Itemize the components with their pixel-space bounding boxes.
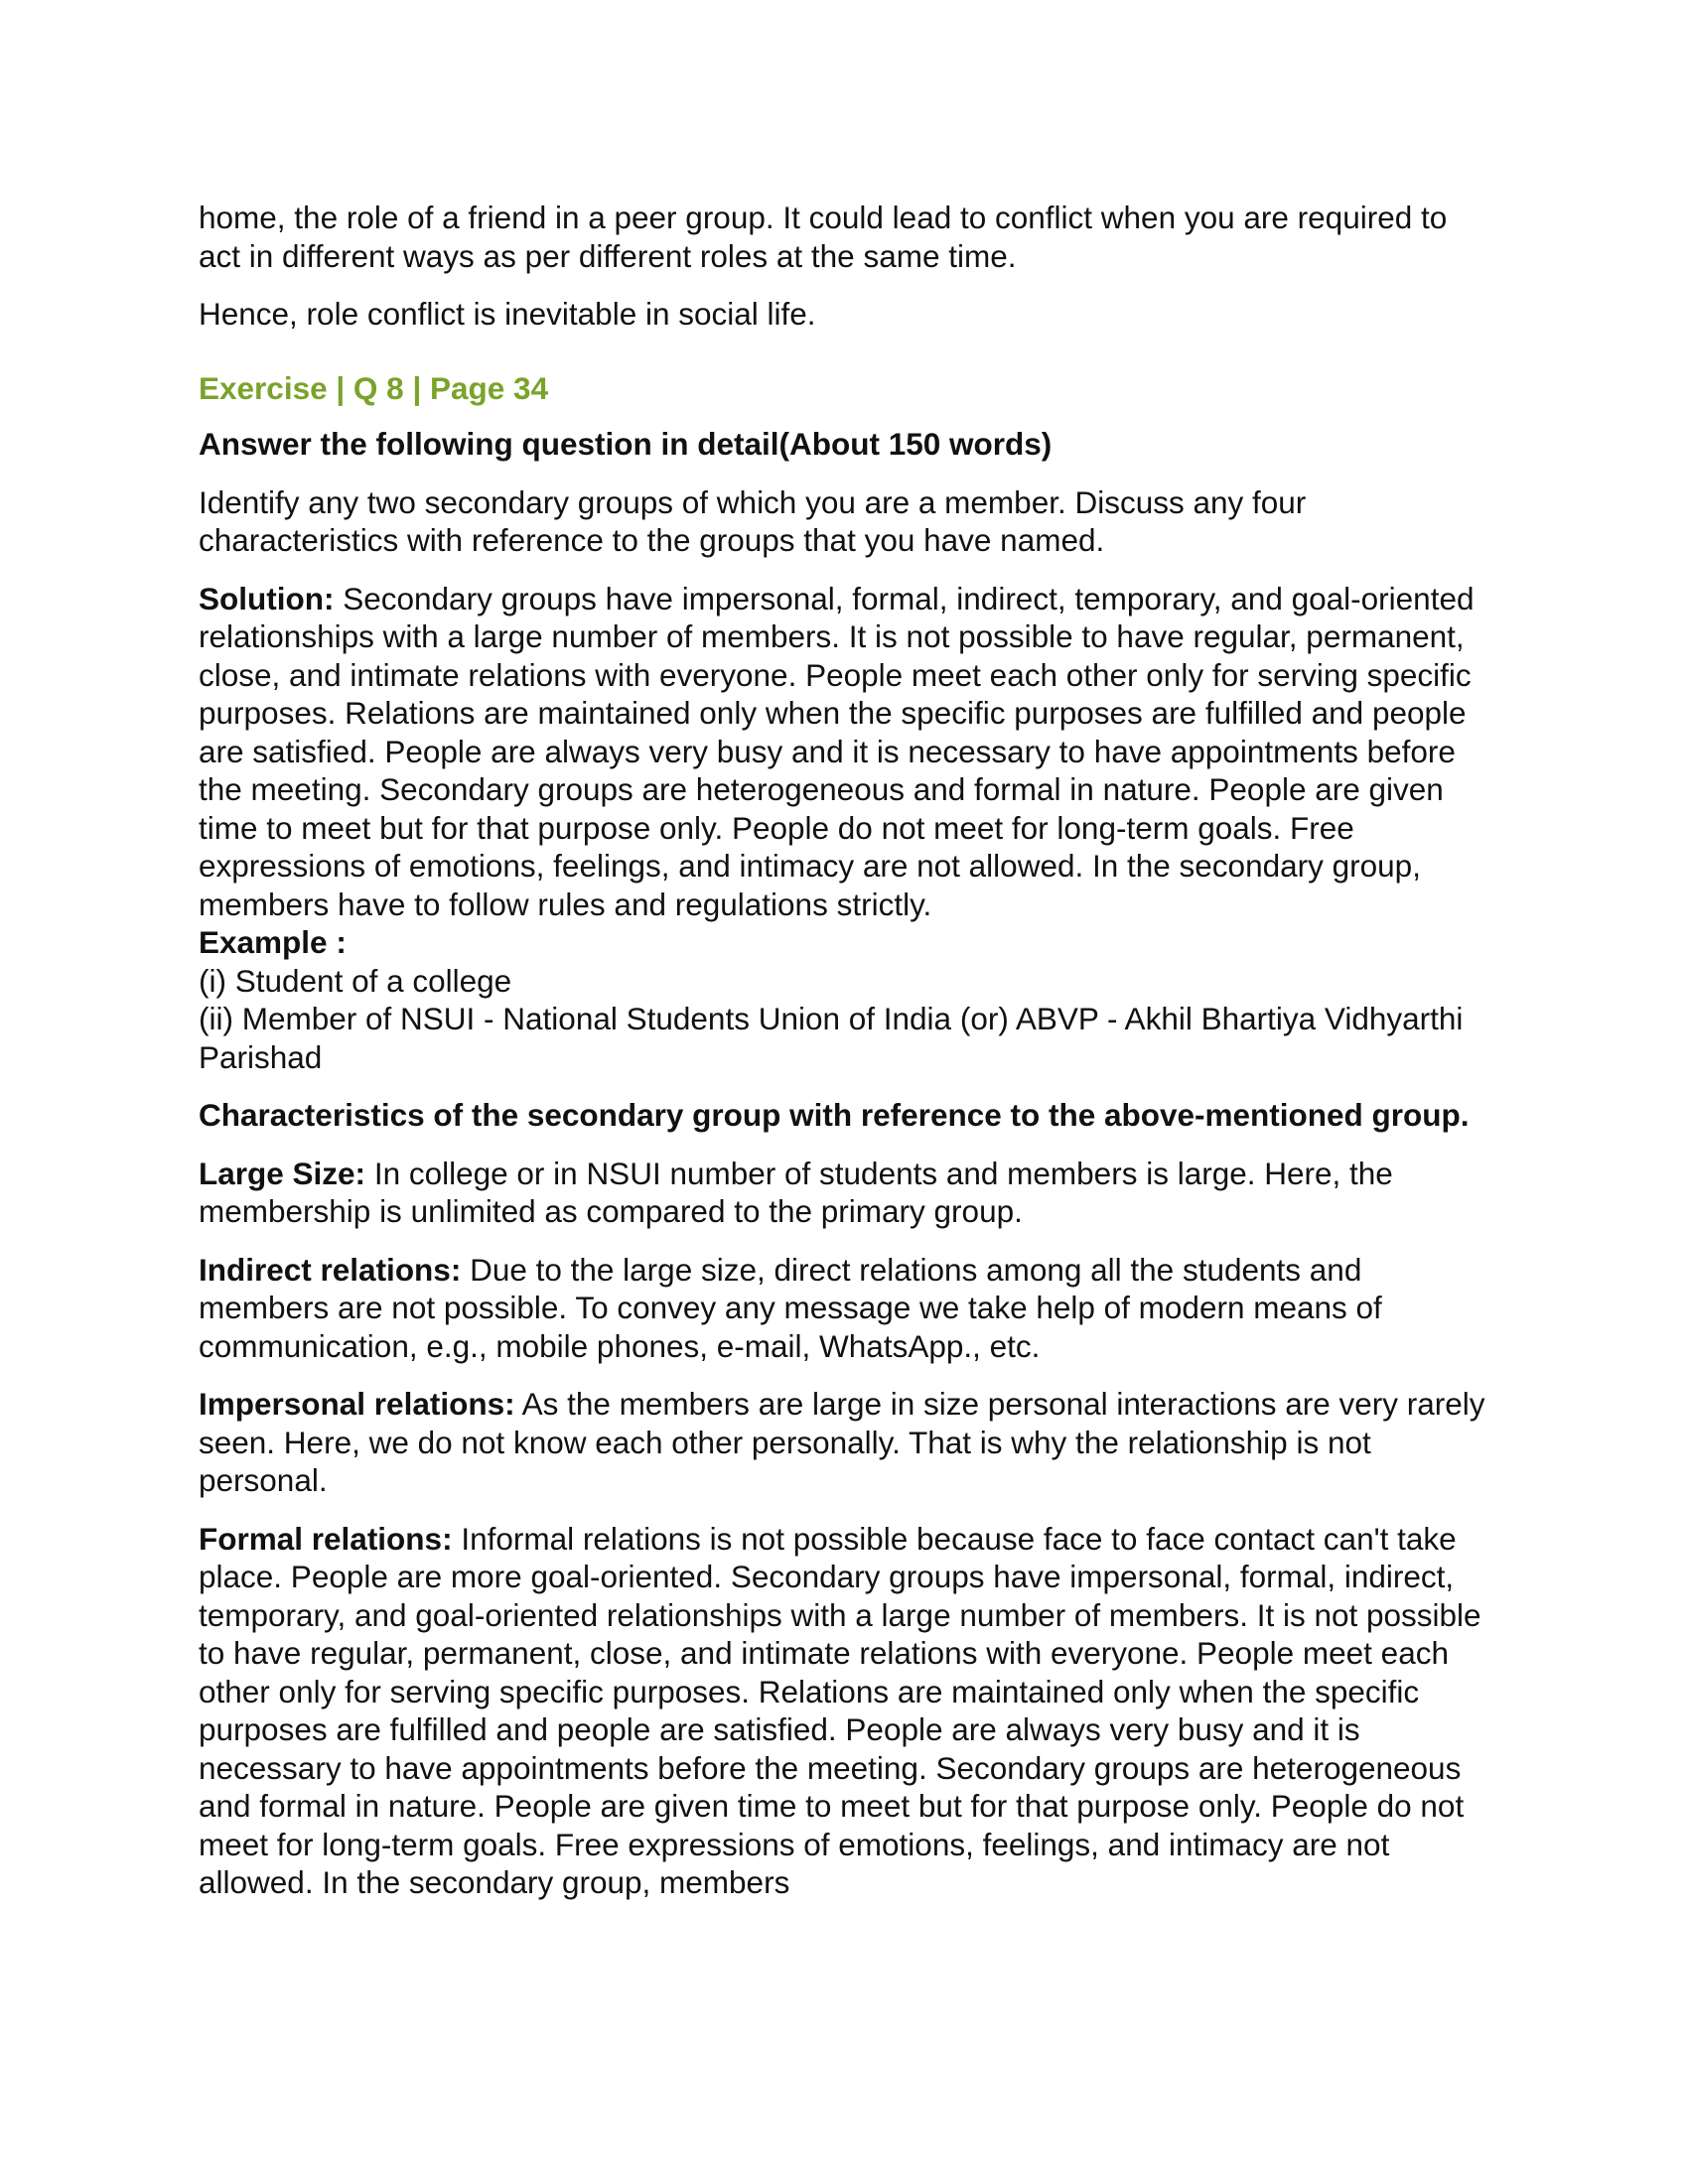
characteristic-indirect-relations [199, 1251, 1489, 1366]
characteristic-text: Informal relations is not possible because face to face contact can't take place. People are more goal-oriented. Secondary groups have impersonal, formal, indirect, temporary, and goal-oriented relationships with a large number of members. It is not possible to have regular, permanent, close, and intimate relations with everyone. People meet each other only for serving specific purposes. Relations are maintained only when the specific purposes are fulfilled and people are satisfied. People are always very busy and it is necessary to have appointments before the meeting. Secondary groups are heterogeneous and formal in nature. People are given time to meet but for that purpose only. People do not meet for long-term goals. Free expressions of emotions, feelings, and intimacy are not allowed. In the secondary group, members [199, 1520, 1481, 1900]
example-item-2: (ii) Member of NSUI - National Students Union of India (or) ABVP - Akhil Bhartiya Vidhyarthi Parishad [199, 1001, 1464, 1075]
exercise-instruction: Answer the following question in detail(About 150 words) [199, 426, 1053, 462]
characteristics-heading: Characteristics of the secondary group with reference to the above-mentioned group. [199, 1097, 1470, 1133]
solution-text: Secondary groups have impersonal, formal, indirect, temporary, and goal-oriented relationships with a large number of members. It is not possible to have regular, permanent, close, and intimate relations with everyone. People meet each other only for serving specific purposes. Relations are maintained only when the specific purposes are fulfilled and people are satisfied. People are always very busy and it is necessary to have appointments before the meeting. Secondary groups are heterogeneous and formal in nature. People are given time to meet but for that purpose only. People do not meet for long-term goals. Free expressions of emotions, feelings, and intimacy are not allowed. In the secondary group, members have to follow rules and regulations strictly. [199, 580, 1475, 922]
characteristic-large-size [199, 1155, 1489, 1231]
characteristic-label: Formal relations: [199, 1520, 453, 1557]
characteristic-text: Due to the large size, direct relations among all the students and members are not possible. To convey any message we take help of modern means of communication, e.g., mobile phones, e-mail, WhatsApp., etc. [199, 1251, 1382, 1364]
exercise-heading: Exercise | Q 8 | Page 34 [199, 369, 549, 406]
solution-paragraph [199, 580, 1489, 924]
characteristic-label: Large Size: [199, 1155, 366, 1191]
solution-label: Solution: [199, 580, 335, 616]
exercise-question: Identify any two secondary groups of which you are a member. Discuss any four characteristics with reference to the groups that you have named. [199, 483, 1307, 558]
document-page [199, 199, 1489, 1922]
characteristic-text: As the members are large in size personal interactions are very rarely seen. Here, we do not know each other personally. That is why the relationship is not personal. [199, 1386, 1485, 1498]
characteristic-label: Indirect relations: [199, 1251, 462, 1288]
characteristic-formal-relations [199, 1520, 1489, 1902]
characteristic-label: Impersonal relations: [199, 1386, 515, 1422]
intro-continuation: home, the role of a friend in a peer group. It could lead to conflict when you are required to act in different ways as per different roles at the same time. [199, 200, 1448, 274]
characteristic-text: In college or in NSUI number of students and members is large. Here, the membership is unlimited as compared to the primary group. [199, 1155, 1393, 1229]
example-label: Example : [199, 924, 347, 960]
example-item-1: (i) Student of a college [199, 962, 512, 999]
intro-conclusion: Hence, role conflict is inevitable in social life. [199, 296, 816, 332]
characteristic-impersonal-relations [199, 1385, 1489, 1500]
